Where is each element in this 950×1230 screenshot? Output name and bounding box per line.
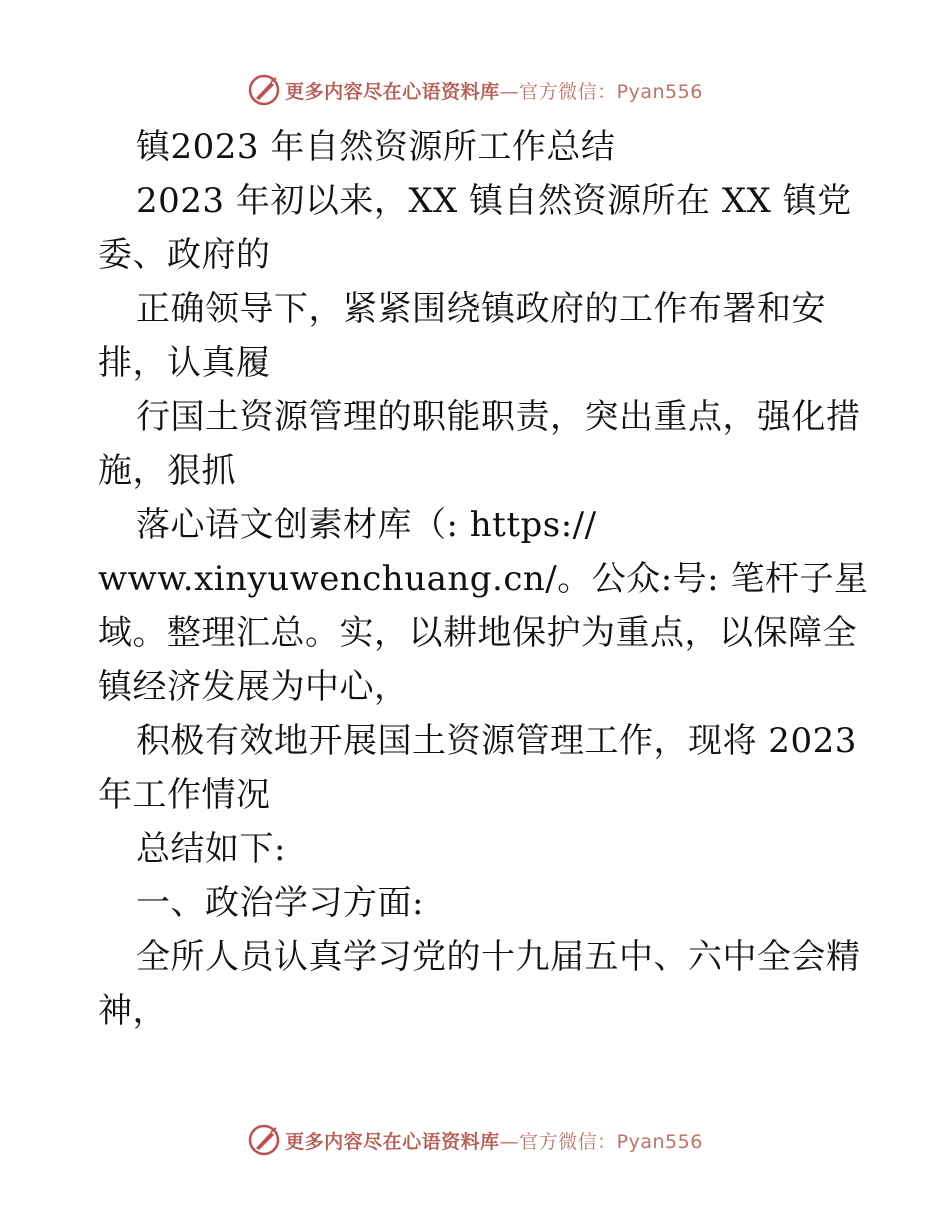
paragraph-line: 神， [98,991,167,1031]
paragraph-line: 积极有效地开展国土资源管理工作，现将 2023 [136,721,857,761]
paragraph-line: www.xinyuwenchuang.cn/。公众:号: 笔杆子星 [98,559,869,599]
paragraph-line: 2023 年初以来，XX 镇自然资源所在 XX 镇党 [136,181,852,221]
paragraph-line: 正确领导下，紧紧围绕镇政府的工作布署和安 [136,289,826,329]
paragraph-line: 落心语文创素材库（: https:// [136,505,597,545]
paragraph-line: 域。整理汇总。实，以耕地保护为重点，以保障全 [98,613,857,653]
paragraph-line: 全所人员认真学习党的十九届五中、六中全会精 [136,937,861,977]
paragraph-line: 排，认真履 [98,343,271,383]
quill-pen-logo-icon [247,1123,281,1157]
quill-pen-logo-icon [247,73,281,107]
paragraph-line: 年工作情况 [98,775,271,815]
section-heading: 一、政治学习方面: [136,883,424,923]
header-watermark-text: 更多内容尽在心语资料库—官方微信：Pyan556 [285,80,703,103]
document-body [98,120,869,1038]
paragraph-line: 行国土资源管理的职能职责，突出重点，强化措 [136,397,861,437]
document-title: 镇2023 年自然资源所工作总结 [136,127,616,167]
paragraph-line: 施，狠抓 [98,451,236,491]
footer-watermark-text: 更多内容尽在心语资料库—官方微信：Pyan556 [285,1130,703,1153]
paragraph-line: 委、政府的 [98,235,271,275]
header-watermark-banner [0,70,950,110]
paragraph-line: 镇经济发展为中心， [98,667,409,707]
paragraph-line: 总结如下: [136,829,286,869]
footer-watermark-banner [0,1120,950,1160]
